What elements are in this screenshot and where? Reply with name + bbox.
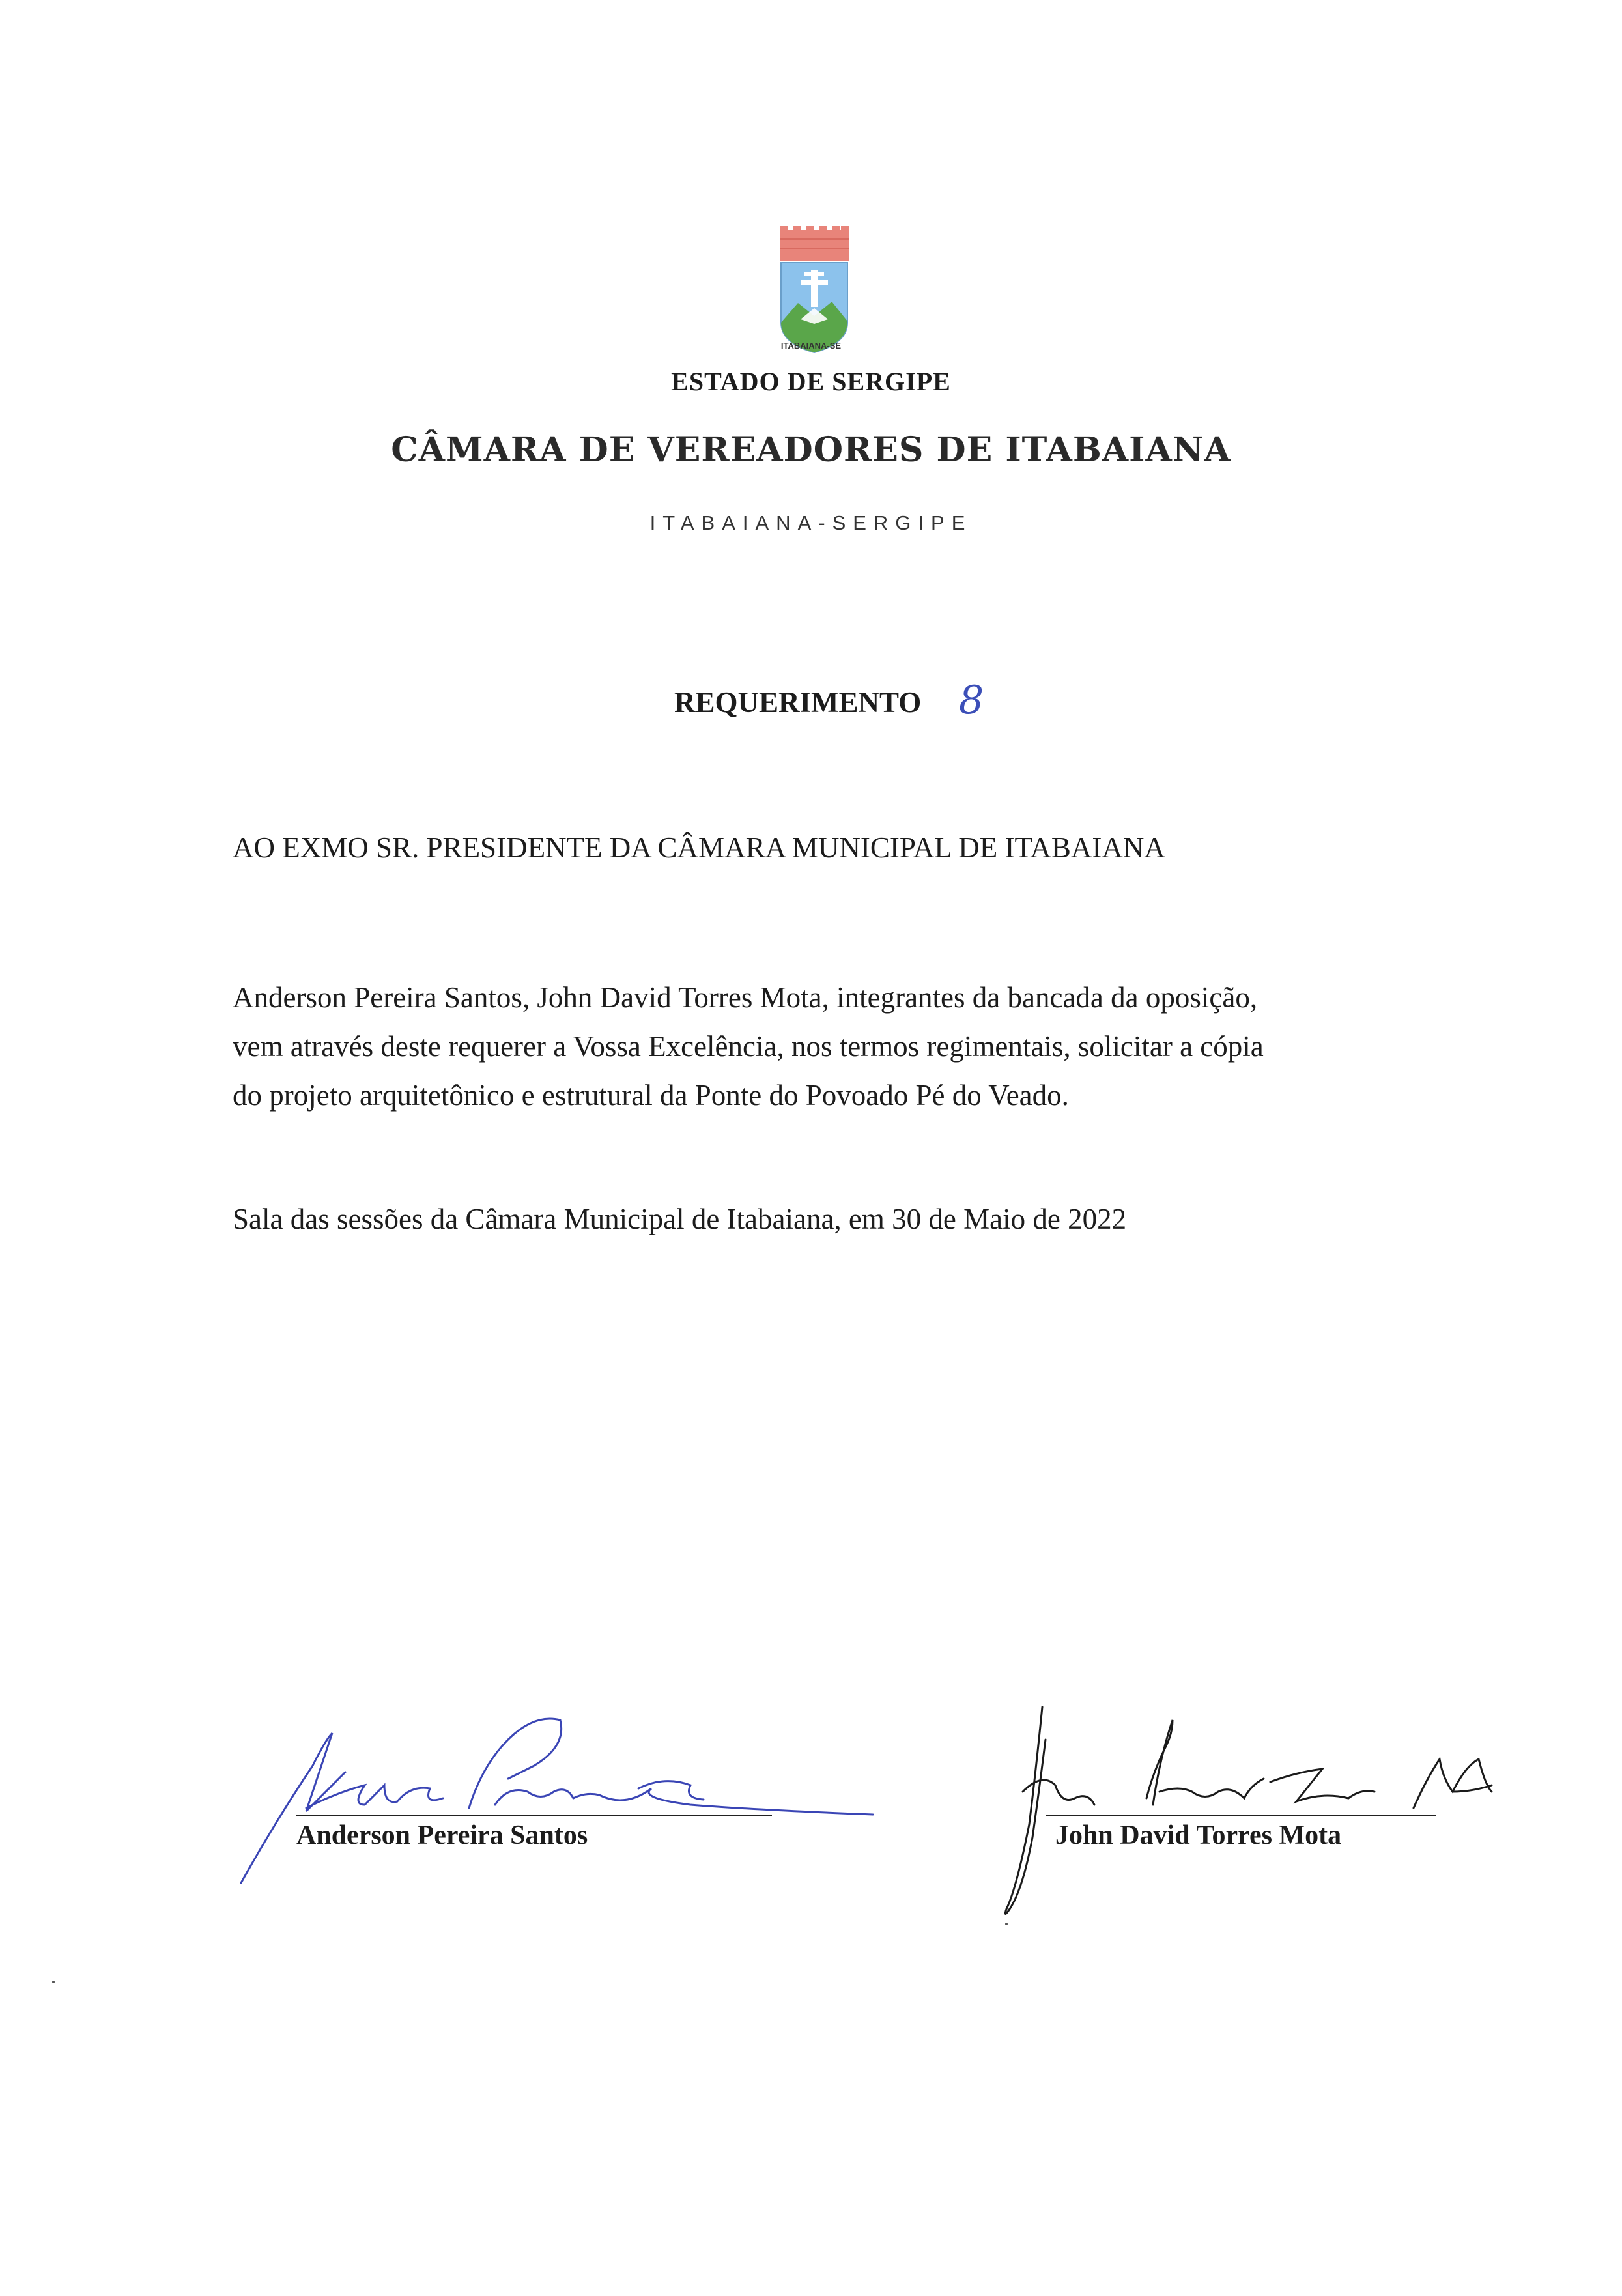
handwritten-number: 8 <box>959 678 984 723</box>
closing-line: Sala das sessões da Câmara Municipal de Itabaiana, em 30 de Maio de 2022 <box>233 1203 1127 1235</box>
body-line: do projeto arquitetônico e estrutural da Ponte do Povoado Pé do Veado. <box>233 1079 1069 1112</box>
scan-speck <box>1005 1923 1008 1925</box>
signature-block-anderson <box>235 1694 886 1955</box>
signature-block-john <box>958 1694 1511 1955</box>
request-body <box>233 973 1425 1120</box>
crest-caption: ITABAIANA-SE <box>780 341 842 351</box>
signature-anderson <box>235 1694 886 1889</box>
city-heading: ITABAIANA-SERGIPE <box>649 511 973 534</box>
document-title: REQUERIMENTO <box>674 686 922 719</box>
body-line: vem através deste requerer a Vossa Excelência, nos termos regimentais, solicitar a cópia <box>233 1030 1264 1063</box>
chamber-heading: CÂMARA DE VEREADORES DE ITABAIANA <box>391 430 1231 470</box>
body-line: Anderson Pereira Santos, John David Torres Mota, integrantes da bancada da oposição, <box>233 981 1258 1014</box>
signature-line <box>296 1815 772 1816</box>
signatory-name: John David Torres Mota <box>1055 1820 1342 1850</box>
state-heading: ESTADO DE SERGIPE <box>671 367 951 396</box>
scan-speck <box>52 1981 55 1983</box>
signature-line <box>1046 1815 1436 1816</box>
signatory-name: Anderson Pereira Santos <box>296 1820 588 1850</box>
addressee-line: AO EXMO SR. PRESIDENTE DA CÂMARA MUNICIPAL DE ITABAIANA <box>233 831 1165 864</box>
